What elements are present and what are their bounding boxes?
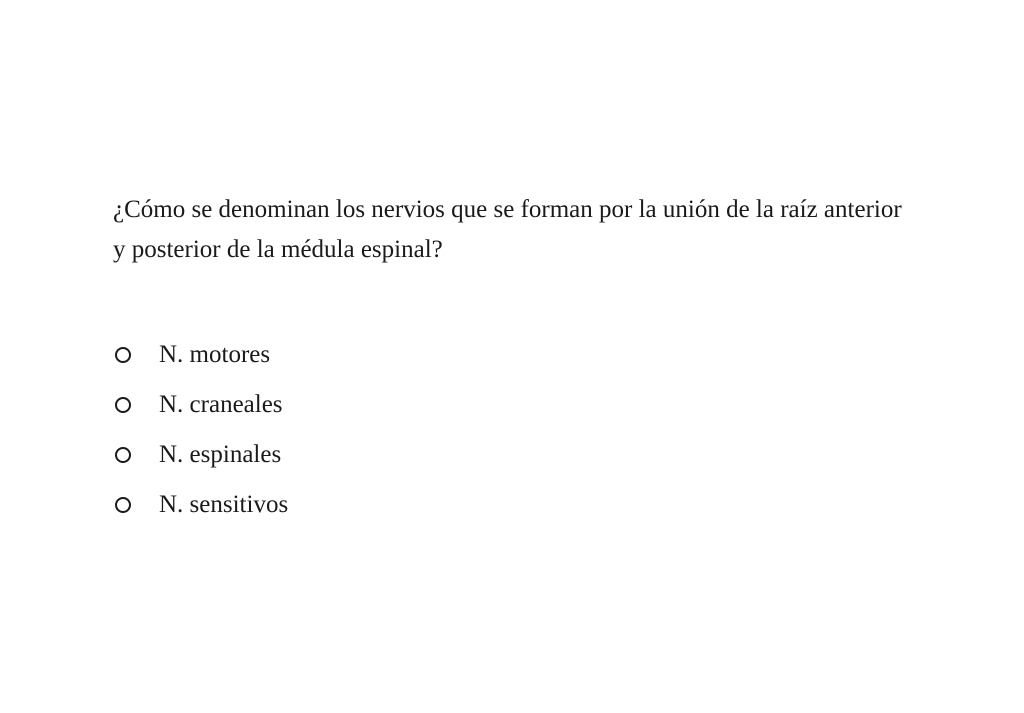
radio-button-icon[interactable] (115, 347, 131, 363)
answer-options (113, 330, 288, 530)
radio-button-icon[interactable] (115, 497, 131, 513)
option-espinales[interactable] (113, 430, 288, 480)
option-craneales[interactable] (113, 380, 288, 430)
option-motores[interactable] (113, 330, 288, 380)
option-sensitivos[interactable] (113, 480, 288, 530)
radio-button-icon[interactable] (115, 397, 131, 413)
option-label: N. sensitivos (159, 491, 289, 518)
option-label: N. craneales (159, 391, 283, 418)
option-label: N. espinales (159, 441, 282, 468)
radio-button-icon[interactable] (115, 447, 131, 463)
option-label: N. motores (159, 341, 271, 368)
question-text: ¿Cómo se denominan los nervios que se forman por la unión de la raíz anterior y posterior de la médula espinal? (113, 196, 902, 263)
